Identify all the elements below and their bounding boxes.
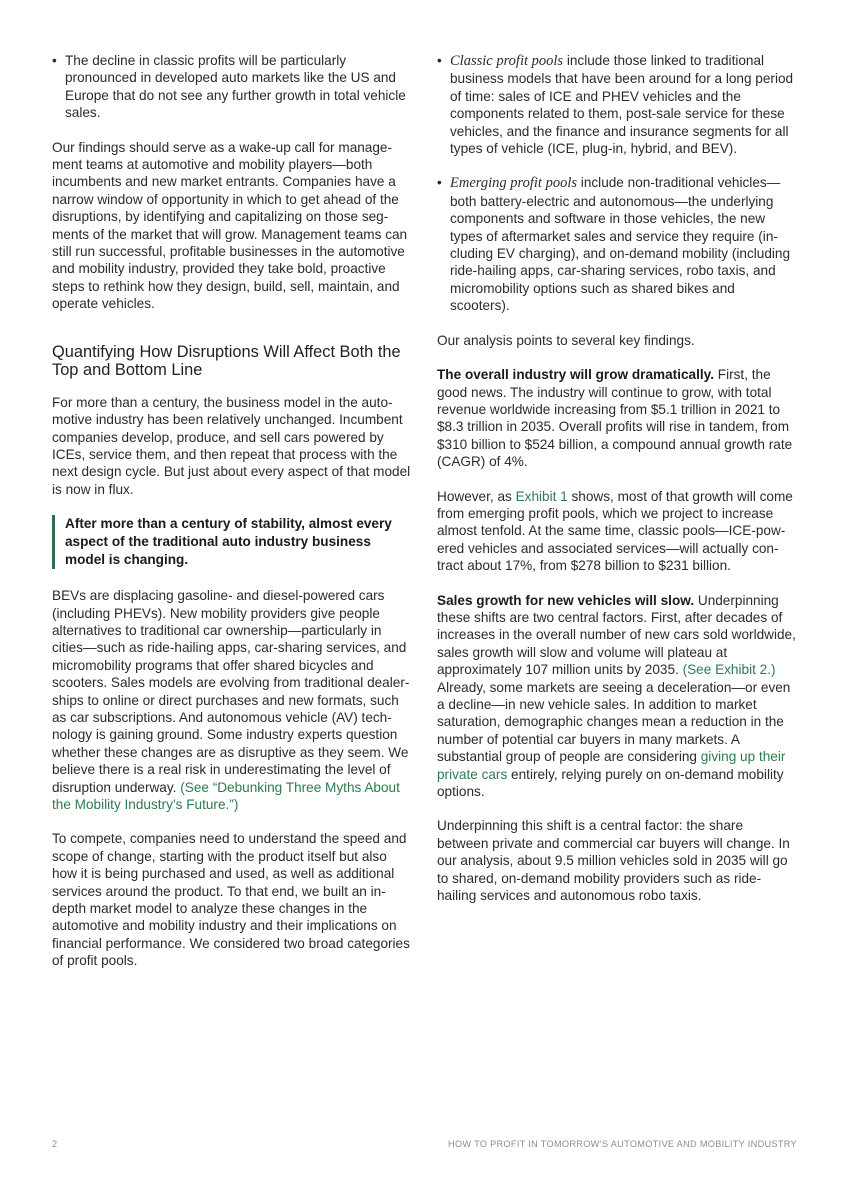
bullet-list-profit-pools [437, 52, 797, 315]
paragraph-exhibit1 [437, 488, 797, 575]
paragraph-century: For more than a century, the business model in the automotive industry has been relatively unchanged. Incumbent companies develop, produce, and sell cars powered by ICEs, service them, and then repeat that process with the next design cycle. But just about every aspect of that model is now in flux. [52, 394, 411, 497]
sales-text-2: Already, some markets are seeing a deceleration—or even a decline—in new vehicle sales. In addition to market saturation, demographic changes mean a reduction in the number of potential car buyers in many markets. A substantial group of people are considering [437, 679, 791, 765]
sales-lead: Sales growth for new vehicles will slow. [437, 592, 695, 608]
paragraph-bevs-text: BEVs are displacing gasoline- and diesel-powered cars (including PHEVs). New mobility providers give people alternatives to traditional car ownership—particularly in cities—such as ride-hailing apps, car-sharing services, and micromobility programs that offer shared bicycles and scooters. Sales models are evolving from traditional dealerships to online or direct purchases and new formats, such as car subscriptions. And autonomous vehicle (AV) technology is gaining ground. Some industry experts question whether these changes are as disruptive as they seem. We believe there is a real risk in underestimating the level of disruption underway. [52, 588, 410, 795]
left-column [52, 52, 412, 987]
paragraph-findings: Our findings should serve as a wake-up call for management teams at automotive and mobility players—both incumbents and new market entrants. Companies have a narrow window of opportunity in which to get ahead of the disruptions, by identifying and capitalizing on those segments of the market that will grow. Management teams can still run successful, profitable businesses in the automotive and mobility industry, provided they take bold, proactive steps to rethink how they design, build, sell, maintain, and operate vehicles. [52, 139, 408, 312]
sales-text-3: entirely, relying purely on on-demand mobility options. [437, 766, 784, 800]
exhibit-pre: However, as [437, 488, 516, 504]
section-heading: Quantifying How Disruptions Will Affect Both the Top and Bottom Line [52, 342, 401, 380]
paragraph-compete: To compete, companies need to understand the speed and scope of change, starting with the product itself but also how it is being purchased and used, as well as additional services around the product. To that end, we built an in-depth market model to analyze these changes in the automotive and mobility industry and their implications on financial performance. We considered two broad categories of profit pools. [52, 831, 410, 969]
paragraph-sales [437, 592, 797, 801]
exhibit-2-link[interactable]: (See Exhibit 2.) [682, 662, 776, 678]
classic-term: Classic profit pools [450, 53, 564, 69]
bullet-list-left [52, 52, 412, 122]
growth-text: First, the good news. The industry will continue to grow, with total revenue worldwide increasing from $5.1 trillion in 2021 to $8.3 trillion in 2035. Overall profits will rise in tandem, from $310 billion to $524 billion, a compound annual growth rate (CAGR) of 4%. [437, 367, 793, 470]
classic-text: include those linked to traditional business models that have been around for a long period of time: sales of ICE and PHEV vehicles and the components related to them, post-sale service for these vehicles, and the finance and insurance segments for all types of vehicle (ICE, plug-in, hybrid, and BEV). [450, 53, 794, 157]
myths-article-link[interactable]: (See “Debunking Three Myths About the Mobility Industry’s Future.”) [52, 779, 400, 812]
page-number: 2 [52, 1139, 58, 1149]
right-column [437, 52, 797, 921]
private-cars-link[interactable]: giving up their private cars [437, 749, 786, 782]
list-item: • The decline in classic profits will be particularly pronounced in developed auto markets like the US and Europe that do not see any further growth in total vehicle sales. [52, 52, 412, 122]
paragraph-shift: Underpinning this shift is a central factor: the share between private and commercial car buyers will change. In our analysis, about 9.5 million vehicles sold in 2035 will go to shared, on-demand mobility providers such as ride-hailing services and autonomous robo taxis. [437, 818, 790, 904]
emerging-term: Emerging profit pools [450, 175, 578, 192]
list-item-classic [437, 52, 797, 157]
exhibit-text: shows, most of that growth will come from emerging profit pools, which we project to increase almost tenfold. At the same time, classic pools—ICE-powered vehicles and associated services—will actually contract about 17%, from $278 billion to $231 billion. [437, 488, 793, 574]
paragraph-analysis: Our analysis points to several key findings. [437, 332, 695, 348]
list-item-emerging [437, 174, 797, 314]
paragraph-bevs [52, 587, 412, 813]
emerging-text: include non-traditional vehicles—both battery-electric and autonomous—the underlying components and software in those vehicles, the new types of aftermarket sales and service they require (including EV charging), and on-demand mobility (including ride-hailing apps, car-sharing services, robo taxis, and micromobility options such as shared bikes and scooters). [450, 175, 791, 314]
pull-quote: After more than a century of stability, almost every aspect of the traditional auto industry business model is changing. [52, 515, 412, 569]
sales-text: Underpinning these shifts are two central factors. First, after decades of increases in the overall number of new cars sold worldwide, sales growth will slow and volume will plateau at approximately 107 million units by 2035. [437, 592, 796, 678]
exhibit-1-link[interactable]: Exhibit 1 [515, 488, 568, 504]
paragraph-growth [437, 366, 797, 470]
running-title: HOW TO PROFIT IN TOMORROW’S AUTOMOTIVE AND MOBILITY INDUSTRY [448, 1139, 797, 1149]
growth-lead: The overall industry will grow dramatically. [437, 367, 714, 383]
